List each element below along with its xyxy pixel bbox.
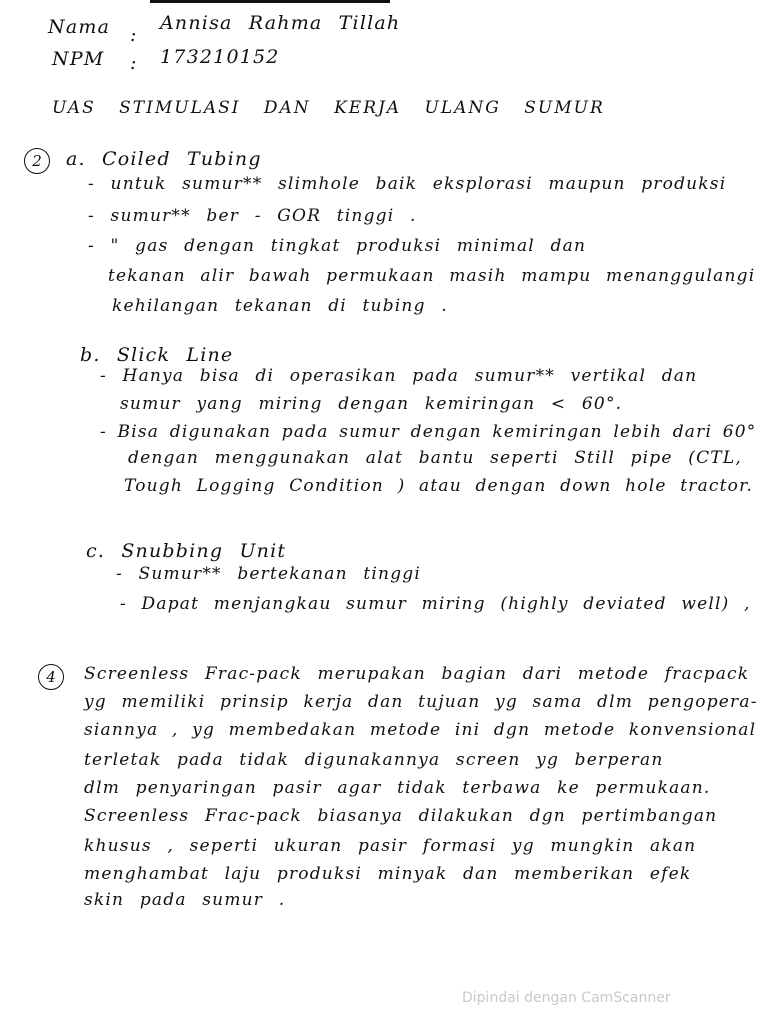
q4-line-3: siannya , yg membedakan metode ini dgn metode konvensional (84, 720, 757, 740)
q4-line-9: skin pada sumur . (84, 890, 286, 910)
q2-c-heading: c. Snubbing Unit (86, 540, 287, 562)
name-separator: : (130, 24, 138, 46)
q4-line-4: terletak pada tidak digunakannya screen yg berperan (84, 750, 664, 770)
q2-a-line-4: tekanan alir bawah permukaan masih mampu menanggulangi (108, 266, 756, 286)
q4-line-6: Screenless Frac-pack biasanya dilakukan dgn pertimbangan (84, 806, 718, 826)
q4-line-5: dlm penyaringan pasir agar tidak terbawa ke permukaan. (84, 778, 711, 798)
q2-a-line-2: - sumur** ber - GOR tinggi . (88, 206, 417, 226)
camscanner-watermark: Dipindai dengan CamScanner (462, 990, 671, 1006)
q2-b-line-3: - Bisa digunakan pada sumur dengan kemiringan lebih dari 60° (100, 422, 757, 442)
npm-value: 173210152 (160, 46, 280, 68)
q2-b-line-2: sumur yang miring dengan kemiringan < 60°. (120, 394, 623, 414)
name-label: Nama (48, 16, 111, 38)
q2-b-line-4: dengan menggunakan alat bantu seperti Still pipe (CTL, (128, 448, 742, 468)
q2-b-heading: b. Slick Line (80, 344, 234, 366)
question-number-2: 2 (24, 148, 50, 174)
npm-separator: : (130, 52, 138, 74)
q2-c-line-2: - Dapat menjangkau sumur miring (highly deviated well) , (120, 594, 751, 614)
q4-line-8: menghambat laju produksi minyak dan memberikan efek (84, 864, 692, 884)
q2-b-line-1: - Hanya bisa di operasikan pada sumur** vertikal dan (100, 366, 698, 386)
q2-a-line-1: - untuk sumur** slimhole baik eksplorasi maupun produksi (88, 174, 727, 194)
q4-line-2: yg memiliki prinsip kerja dan tujuan yg sama dlm pengopera- (84, 692, 758, 712)
exam-title: UAS STIMULASI DAN KERJA ULANG SUMUR (52, 98, 605, 118)
name-value: Annisa Rahma Tillah (160, 12, 401, 34)
q4-line-1: Screenless Frac-pack merupakan bagian dari metode fracpack (84, 664, 750, 684)
q2-a-line-5: kehilangan tekanan di tubing . (112, 296, 448, 316)
q2-a-line-3: - " gas dengan tingkat produksi minimal dan (88, 236, 587, 256)
top-edge-line (150, 0, 390, 3)
question-number-4: 4 (38, 664, 64, 690)
q2-b-line-5: Tough Logging Condition ) atau dengan down hole tractor. (124, 476, 754, 496)
q2-c-line-1: - Sumur** bertekanan tinggi (116, 564, 421, 584)
q4-line-7: khusus , seperti ukuran pasir formasi yg mungkin akan (84, 836, 697, 856)
npm-label: NPM (52, 48, 105, 70)
q2-a-heading: a. Coiled Tubing (66, 148, 262, 170)
